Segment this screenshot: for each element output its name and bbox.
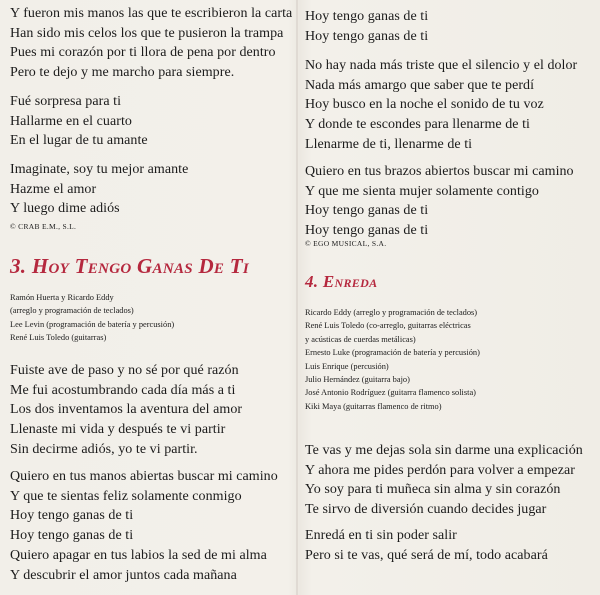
credit-line: Ernesto Luke (programación de batería y percusión)	[305, 348, 480, 358]
credit-line: Lee Levin (programación de batería y percusión)	[10, 319, 175, 329]
lyric-line: Y descubrir el amor juntos cada mañana	[10, 567, 237, 583]
credit-line: y acústicas de cuerdas metálicas)	[305, 334, 416, 344]
lyric-line: Hoy busco en la noche el sonido de tu voz	[305, 97, 544, 113]
lyric-stanza	[10, 4, 292, 83]
lyric-line: Hoy tengo ganas de ti	[305, 203, 429, 219]
lyric-line: Hoy tengo ganas de ti	[305, 223, 429, 239]
credit-line: Ricardo Eddy (arreglo y programación de teclados)	[305, 308, 478, 317]
credit-line: Luis Enrique (percusión)	[305, 361, 389, 371]
lyric-line: Hazme el amor	[10, 181, 97, 197]
lyric-line: Pero si te vas, qué será de mí, todo acabará	[305, 547, 548, 563]
lyric-line: Nada más amargo que saber que te perdí	[305, 77, 535, 93]
lyric-stanza	[10, 160, 188, 219]
lyric-stanza	[10, 467, 278, 585]
song-credits	[10, 291, 174, 345]
lyric-stanza	[10, 92, 148, 151]
credit-line: Julio Hernández (guitarra bajo)	[305, 375, 410, 385]
lyric-line: Han sido mis celos los que te pusieron la trampa	[10, 25, 284, 41]
lyric-stanza	[305, 162, 574, 241]
lyric-line: Yo soy para ti muñeca sin alma y sin corazón	[305, 482, 561, 498]
credit-line: Kiki Maya (guitarras flamenco de ritmo)	[305, 401, 442, 411]
lyric-line: Te vas y me dejas sola sin darme una explicación	[305, 443, 583, 458]
lyric-line: Y luego dime adiós	[10, 201, 120, 217]
lyric-stanza	[305, 56, 577, 155]
copyright-notice: © EGO MUSICAL, S.A.	[305, 239, 387, 248]
lyric-line: Fuiste ave de paso y no sé por qué razón	[10, 363, 239, 378]
lyric-line: Enredá en ti sin poder salir	[305, 528, 457, 543]
lyric-line: Quiero en tus manos abiertas buscar mi camino	[10, 469, 278, 484]
lyric-stanza	[10, 361, 242, 460]
lyric-line: Fué sorpresa para ti	[10, 94, 122, 109]
lyric-line: Los dos inventamos la aventura del amor	[10, 402, 243, 418]
lyric-line: Me fui acostumbrando cada día más a ti	[10, 382, 236, 398]
copyright-notice: © CRAB E.M., S.L.	[10, 222, 77, 231]
credit-line: René Luis Toledo (co-arreglo, guitarras eléctricas	[305, 321, 471, 331]
lyric-line: Te sirvo de diversión cuando decides jugar	[305, 502, 547, 518]
lyric-line: Imaginate, soy tu mejor amante	[10, 162, 189, 177]
lyric-line: No hay nada más triste que el silencio y el dolor	[305, 58, 578, 73]
lyric-line: Hoy tengo ganas de ti	[305, 28, 429, 44]
lyric-line: Llenaste mi vida y después te vi partir	[10, 422, 226, 438]
lyric-line: Pues mi corazón por ti llora de pena por dentro	[10, 45, 276, 61]
lyric-stanza	[305, 7, 428, 46]
lyric-line: En el lugar de tu amante	[10, 133, 148, 149]
credit-line: (arreglo y programación de teclados)	[10, 306, 134, 316]
lyric-line: Quiero en tus brazos abiertos buscar mi camino	[305, 164, 574, 179]
lyric-line: Y fueron mis manos las que te escribieron la carta	[10, 6, 293, 21]
lyric-line: Y que me sienta mujer solamente contigo	[305, 183, 539, 199]
lyric-line: Hoy tengo ganas de ti	[305, 9, 429, 24]
credit-line: José Antonio Rodríguez (guitarra flamenco solista)	[305, 388, 476, 398]
lyric-line: Y que te sientas feliz solamente conmigo	[10, 488, 242, 504]
page-gutter	[296, 0, 298, 595]
lyric-line: Hallarme en el cuarto	[10, 113, 132, 129]
lyric-line: Quiero apagar en tus labios la sed de mi alma	[10, 547, 267, 563]
credit-line: René Luis Toledo (guitarras)	[10, 333, 107, 343]
song-title: 4. Enreda	[305, 272, 378, 291]
lyric-line: Llenarme de ti, llenarme de ti	[305, 136, 473, 152]
lyric-line: Y ahora me pides perdón para volver a empezar	[305, 462, 575, 478]
lyric-line: Sin decirme adiós, yo te vi partir.	[10, 441, 198, 457]
lyric-line: Hoy tengo ganas de ti	[10, 528, 134, 544]
lyric-line: Hoy tengo ganas de ti	[10, 508, 134, 524]
song-credits	[305, 306, 480, 413]
song-title: 3. Hoy Tengo Ganas De Ti	[10, 254, 250, 278]
lyric-line: Y donde te escondes para llenarme de ti	[305, 117, 530, 133]
credit-line: Ramón Huerta y Ricardo Eddy	[10, 293, 114, 302]
lyric-line: Pero te dejo y me marcho para siempre.	[10, 65, 235, 81]
lyric-stanza	[305, 526, 548, 565]
lyric-stanza	[305, 441, 583, 520]
